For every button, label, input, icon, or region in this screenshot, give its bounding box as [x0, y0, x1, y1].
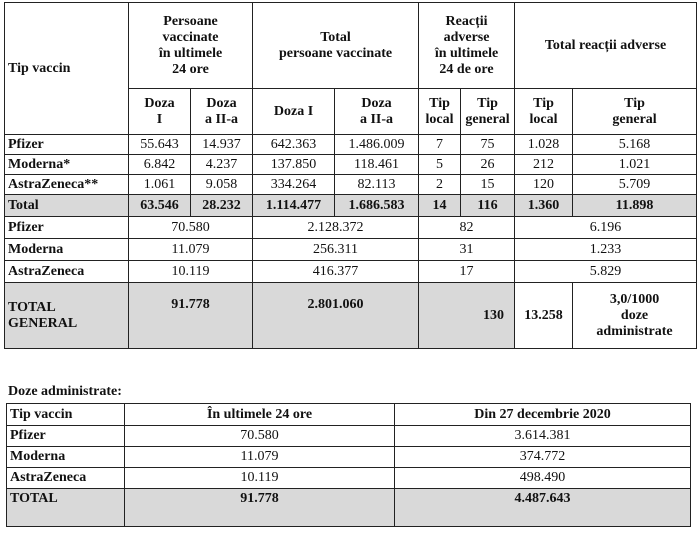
vaccination-stats-table: [4, 2, 697, 349]
total-row: Total 63.546 28.232 1.114.477 1.686.583 14 116 1.360 11.898: [5, 195, 697, 217]
summary-row: Pfizer 70.580 2.128.372 82 6.196: [5, 217, 697, 239]
total-general-label: TOTAL GENERAL: [5, 283, 129, 349]
header-tip-vaccin: Tip vaccin: [5, 3, 129, 135]
table-row: AstraZeneca 10.119 498.490: [7, 468, 691, 489]
table-row: Pfizer 70.580 3.614.381: [7, 426, 691, 447]
sub-header: Doza I: [253, 89, 335, 135]
sub-header: Tip local: [419, 89, 461, 135]
section-caption: Doze administrate:: [8, 384, 122, 399]
rate-cell: 3,0/1000 doze administrate: [573, 283, 697, 349]
sub-header: Tip general: [461, 89, 515, 135]
table-row: Moderna 11.079 374.772: [7, 447, 691, 468]
table-row: Moderna* 6.842 4.237 137.850 118.461 5 26 212 1.021: [5, 155, 697, 175]
table-row: AstraZeneca** 1.061 9.058 334.264 82.113 2 15 120 5.709: [5, 175, 697, 195]
summary-row: AstraZeneca 10.119 416.377 17 5.829: [5, 261, 697, 283]
sub-header: Doza a II-a: [335, 89, 419, 135]
header-tip-vaccin: Tip vaccin: [7, 404, 125, 426]
total-row: TOTAL 91.778 4.487.643: [7, 489, 691, 527]
table-row: Pfizer 55.643 14.937 642.363 1.486.009 7 75 1.028 5.168: [5, 135, 697, 155]
header-last-24h: În ultimele 24 ore: [125, 404, 395, 426]
total-general-row: TOTAL GENERAL 91.778 2.801.060 130 13.258 3,0/1000 doze administrate: [5, 283, 697, 349]
sub-header: Tip general: [573, 89, 697, 135]
sub-header: Tip local: [515, 89, 573, 135]
header-total-reactions: Total reacții adverse: [515, 3, 697, 89]
header-reactions-24h: Reacții adverse în ultimele 24 de ore: [419, 3, 515, 89]
header-total-persons: Total persoane vaccinate: [253, 3, 419, 89]
doses-table: [6, 403, 691, 527]
sub-header: Doza a II-a: [191, 89, 253, 135]
header-since-date: Din 27 decembrie 2020: [395, 404, 691, 426]
sub-header: Doza I: [129, 89, 191, 135]
summary-row: Moderna 11.079 256.311 31 1.233: [5, 239, 697, 261]
header-persons-24h: Persoane vaccinate în ultimele 24 ore: [129, 3, 253, 89]
